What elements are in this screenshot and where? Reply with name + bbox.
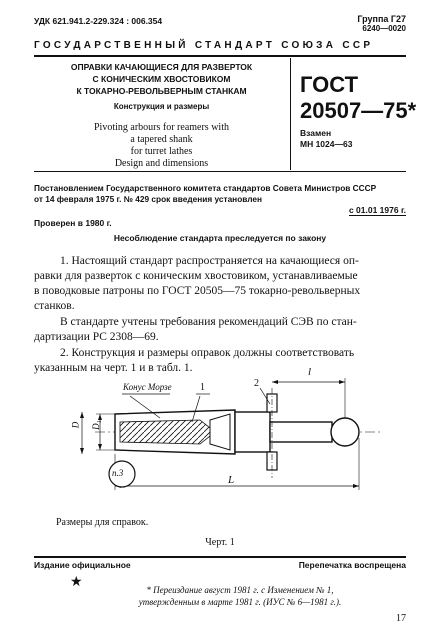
label-dim-D1: D₁ <box>90 420 101 430</box>
p1-line-1: 1. Настоящий стандарт распространяется на качающиеся оп- <box>60 255 359 267</box>
paragraph-2 <box>34 315 406 345</box>
title-line-2: С КОНИЧЕСКИМ ХВОСТОВИКОМ <box>92 74 231 84</box>
p1-line-4: станков. <box>34 300 75 312</box>
label-p3: п.3 <box>112 468 124 478</box>
footer-rule <box>34 556 406 558</box>
subtitle: Конструкция и размеры <box>113 102 210 111</box>
replaces-label: Взамен <box>300 128 332 138</box>
arbor-drawing <box>60 378 390 508</box>
header-rule <box>34 55 406 57</box>
p2-line-1: В стандарте учтены требования рекомендаций СЭВ по стан- <box>60 316 357 328</box>
gost-number: 20507—75* <box>300 98 417 123</box>
gost-divider <box>290 58 291 170</box>
label-part-2: 2 <box>254 378 259 389</box>
english-title-4: Design and dimensions <box>114 158 209 169</box>
p1-line-2: равки для разверток с коническим хвостовиком, устанавливаемые <box>34 270 358 282</box>
label-morse-taper: Конус Морзе <box>123 382 172 392</box>
standard-heading: ГОСУДАРСТВЕННЫЙ СТАНДАРТ СОЮЗА ССР <box>34 40 374 51</box>
p3-line-1: 2. Конструкция и размеры оправок должны соответствовать <box>60 347 355 359</box>
amendment-line-1: * Переиздание август 1981 г. с Изменением № 1, <box>146 585 334 595</box>
paragraph-3 <box>34 346 406 376</box>
page-number: 17 <box>396 613 406 624</box>
penalty-notice: Несоблюдение стандарта преследуется по закону <box>113 233 327 243</box>
english-title-2: a tapered shank <box>130 134 193 145</box>
reference-note: Размеры для справок. <box>56 517 149 528</box>
udk-code: УДК 621.941.2-229.324 : 006.354 <box>34 16 163 26</box>
title-rule <box>34 171 406 172</box>
title-line-1: ОПРАВКИ КАЧАЮЩИЕСЯ ДЛЯ РАЗВЕРТОК <box>70 62 253 72</box>
label-dim-L: L <box>228 474 235 486</box>
p1-line-3: в поводковые патроны по ГОСТ 20505—75 токарно-револьверных <box>34 285 361 297</box>
label-part-1: 1 <box>200 382 205 393</box>
okp-code: 6240—0020 <box>362 24 406 33</box>
figure-caption: Черт. 1 <box>205 537 235 548</box>
p3-line-2: указанным на черт. 1 и в табл. 1. <box>34 362 193 374</box>
decree-date: с 01.01 1976 г. <box>348 205 406 215</box>
reprint-notice: Перепечатка воспрещена <box>298 560 406 570</box>
english-title-1: Pivoting arbours for reamers with <box>94 122 229 133</box>
star-icon: ★ <box>70 573 83 589</box>
official-edition: Издание официальное <box>34 560 131 570</box>
label-dim-D: D <box>70 421 81 429</box>
paragraph-1 <box>34 254 406 314</box>
decree-line-1: Постановлением Государственного комитета стандартов Совета Министров СССР <box>34 183 377 193</box>
checked-year: Проверен в 1980 г. <box>34 218 112 228</box>
gost-label: ГОСТ <box>300 72 359 97</box>
p2-line-2: дартизации РС 2308—69. <box>34 331 159 343</box>
english-title-3: for turret lathes <box>130 146 193 157</box>
amendment-line-2: утвержденным в марте 1981 г. (ИУС № 6—1981 г.). <box>138 597 342 607</box>
decree-line-2: от 14 февраля 1975 г. № 429 срок введения установлен <box>34 194 263 204</box>
replaces-value: МН 1024—63 <box>300 139 353 149</box>
label-dim-l: l <box>308 366 312 378</box>
group-code: Группа Г27 <box>357 14 406 24</box>
title-line-3: К ТОКАРНО-РЕВОЛЬВЕРНЫМ СТАНКАМ <box>76 86 247 96</box>
